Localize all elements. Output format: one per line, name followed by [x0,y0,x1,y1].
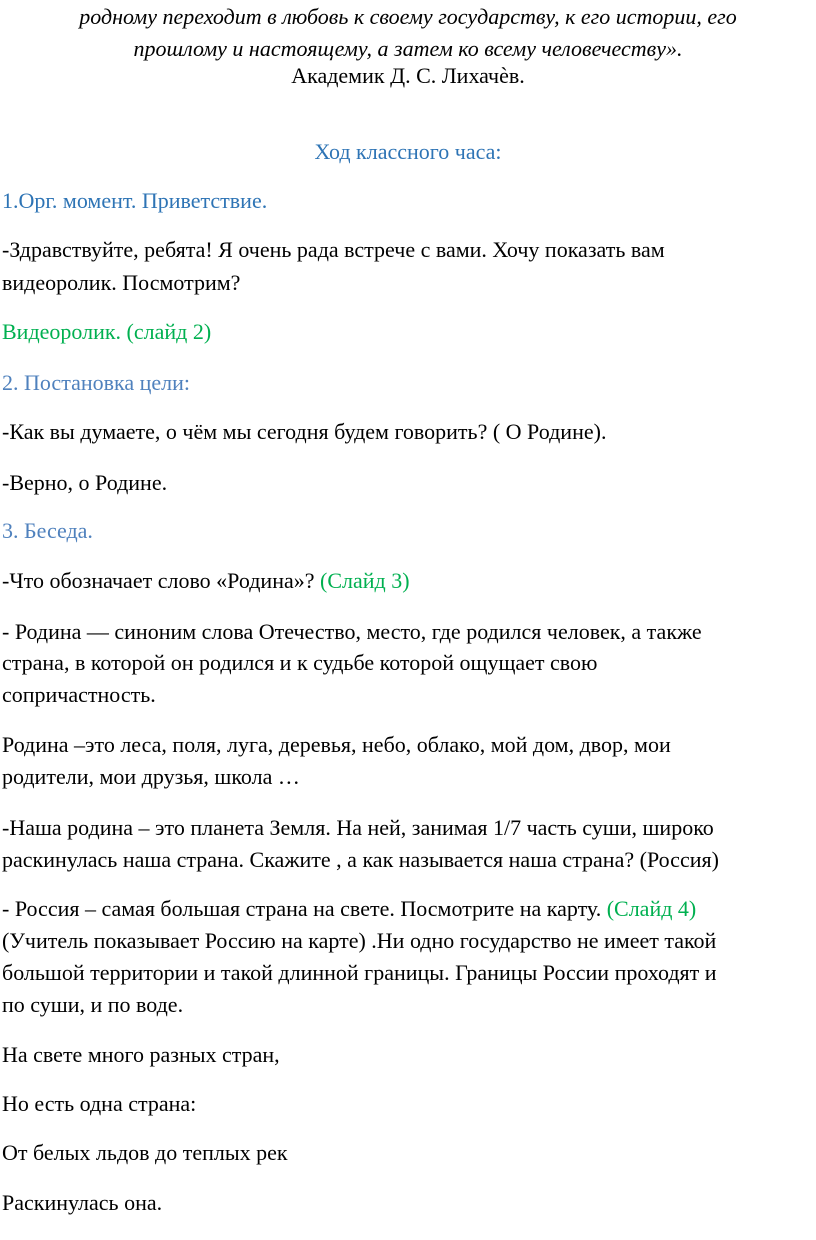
russia-line-2: (Учитель показывает Россию на карте) .Ни одно государство не имеет такой [2,928,717,953]
section-3-heading: 3. Беседа. [2,518,93,543]
earth-line-1: -Наша родина – это планета Земля. На ней, занимая 1/7 часть суши, широко [2,815,714,840]
greeting-line-2: видеоролик. Посмотрим? [2,270,241,295]
epigraph-line-1: родному переходит в любовь к своему государству, к его истории, его [79,4,737,29]
rodina-list-line-1: Родина –это леса, поля, луга, деревья, небо, облако, мой дом, двор, мои [2,732,671,757]
russia-line-4: по суши, и по воде. [2,992,184,1017]
rodina-question [2,566,410,596]
rodina-list-line-2: родители, мои друзья, школа … [2,764,300,789]
poem-line-1: На свете много разных стран, [2,1042,280,1067]
rodina-question-text: -Что обозначает слово «Родина»? [2,568,321,593]
russia-line-1-text: - Россия – самая большая страна на свете. Посмотрите на карту. [2,896,607,921]
poem-line-2: Но есть одна страна: [2,1091,197,1116]
goal-question: -Как вы думаете, о чём мы сегодня будем говорить? ( О Родине). [2,419,607,444]
definition-line-1: - Родина — синоним слова Отечество, место, где родился человек, а также [2,619,702,644]
goal-answer: -Верно, о Родине. [2,470,168,495]
definition-line-3: сопричастность. [2,682,156,707]
plan-title: Ход классного часа: [314,139,502,164]
section-1-heading: 1.Орг. момент. Приветствие. [2,188,268,213]
definition-line-2: страна, в которой он родился и к судьбе которой ощущает свою [2,650,598,675]
epigraph-line-2: прошлому и настоящему, а затем ко всему человечеству». [133,36,683,61]
greeting-line-1: -Здравствуйте, ребята! Я очень рада встрече с вами. Хочу показать вам [2,237,665,262]
earth-line-2: раскинулась наша страна. Скажите , а как называется наша страна? (Россия) [2,847,719,872]
slide-3-note: (Слайд 3) [320,568,410,593]
russia-line-3: большой территории и такой длинной границы. Границы России проходят и [2,960,717,985]
russia-line-1 [2,894,696,924]
video-note: Видеоролик. (слайд 2) [2,319,212,344]
poem-line-3: От белых льдов до теплых рек [2,1140,288,1165]
poem-line-4: Раскинулась она. [2,1190,163,1215]
section-2-heading: 2. Постановка цели: [2,370,191,395]
epigraph-author: Академик Д. С. Лихачѐв. [291,63,525,88]
slide-4-note: (Слайд 4) [606,896,697,921]
